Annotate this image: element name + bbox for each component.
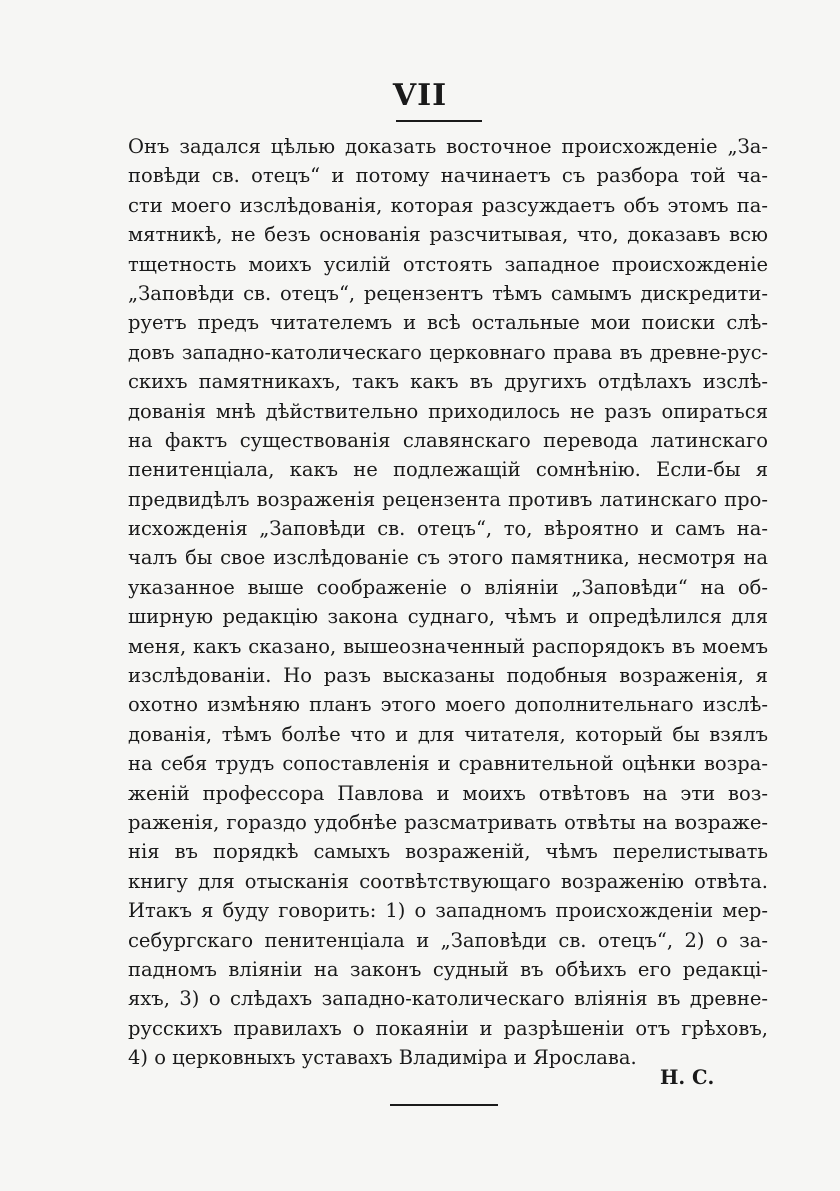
text-line: русскихъ правилахъ о покаяніи и разрѣшеніи отъ грѣховъ,: [128, 1016, 768, 1040]
text-line: падномъ вліяніи на законъ судный въ обѣихъ его редакці-: [128, 957, 768, 981]
text-line: ширную редакцію закона суднаго, чѣмъ и опредѣлился для: [128, 605, 768, 629]
page-number: VII: [392, 78, 448, 113]
text-line: книгу для отысканія соотвѣтствующаго возраженію отвѣта.: [128, 869, 768, 893]
text-line: чалъ бы свое изслѣдованіе съ этого памятника, несмотря на: [128, 546, 768, 570]
body-text: [128, 132, 768, 1073]
text-line: Итакъ я буду говорить: 1) о западномъ происхожденіи мер-: [128, 899, 768, 923]
text-line: раженія, гораздо удобнѣе разсматривать отвѣты на возраже-: [128, 810, 768, 834]
text-line: исхожденія „Заповѣди св. отецъ“, то, вѣроятно и самъ на-: [128, 517, 768, 541]
header-rule: [396, 120, 482, 122]
text-line: изслѣдованіи. Но разъ высказаны подобныя возраженія, я: [128, 664, 768, 688]
text-line: яхъ, 3) о слѣдахъ западно-католическаго вліянія въ древне-: [128, 987, 768, 1011]
text-line: себургскаго пенитенціала и „Заповѣди св. отецъ“, 2) о за-: [128, 928, 768, 952]
text-line: мятникѣ, не безъ основанія разсчитывая, что, доказавъ всю: [128, 223, 768, 247]
text-line: довъ западно-католическаго церковнаго права въ древне-рус-: [128, 340, 768, 364]
footer-rule: [390, 1104, 498, 1106]
text-line: тщетность моихъ усилій отстоять западное происхожденіе: [128, 252, 768, 276]
signature: Н. С.: [660, 1066, 715, 1089]
text-line: меня, какъ сказано, вышеозначенный распорядокъ въ моемъ: [128, 634, 768, 658]
text-line: предвидѣлъ возраженія рецензента противъ латинскаго про-: [128, 487, 768, 511]
text-line: пенитенціала, какъ не подлежащій сомнѣнію. Если-бы я: [128, 458, 768, 482]
text-line: „Заповѣди св. отецъ“, рецензентъ тѣмъ самымъ дискредити-: [128, 281, 768, 305]
text-line: женій профессора Павлова и моихъ отвѣтовъ на эти воз-: [128, 781, 768, 805]
text-line: нія въ порядкѣ самыхъ возраженій, чѣмъ перелистывать: [128, 840, 768, 864]
text-line: повѣди св. отецъ“ и потому начинаетъ съ разбора той ча-: [128, 164, 768, 188]
text-line: руетъ предъ читателемъ и всѣ остальные мои поиски слѣ-: [128, 311, 768, 335]
text-line: на фактъ существованія славянскаго перевода латинскаго: [128, 428, 768, 452]
text-line: дованія, тѣмъ болѣе что и для читателя, который бы взялъ: [128, 722, 768, 746]
text-line: скихъ памятникахъ, такъ какъ въ другихъ отдѣлахъ изслѣ-: [128, 370, 768, 394]
text-line: охотно измѣняю планъ этого моего дополнительнаго изслѣ-: [128, 693, 768, 717]
text-line: Онъ задался цѣлью доказать восточное происхожденіе „За-: [128, 135, 768, 158]
text-line: сти моего изслѣдованія, которая разсуждаетъ объ этомъ па-: [128, 193, 768, 217]
text-line: указанное выше соображеніе о вліяніи „Заповѣди“ на об-: [128, 575, 768, 599]
text-line: 4) о церковныхъ уставахъ Владиміра и Ярослава.: [128, 1046, 637, 1070]
text-line: на себя трудъ сопоставленія и сравнительной оцѣнки возра-: [128, 752, 768, 776]
text-line: дованія мнѣ дѣйствительно приходилось не разъ опираться: [128, 399, 768, 423]
